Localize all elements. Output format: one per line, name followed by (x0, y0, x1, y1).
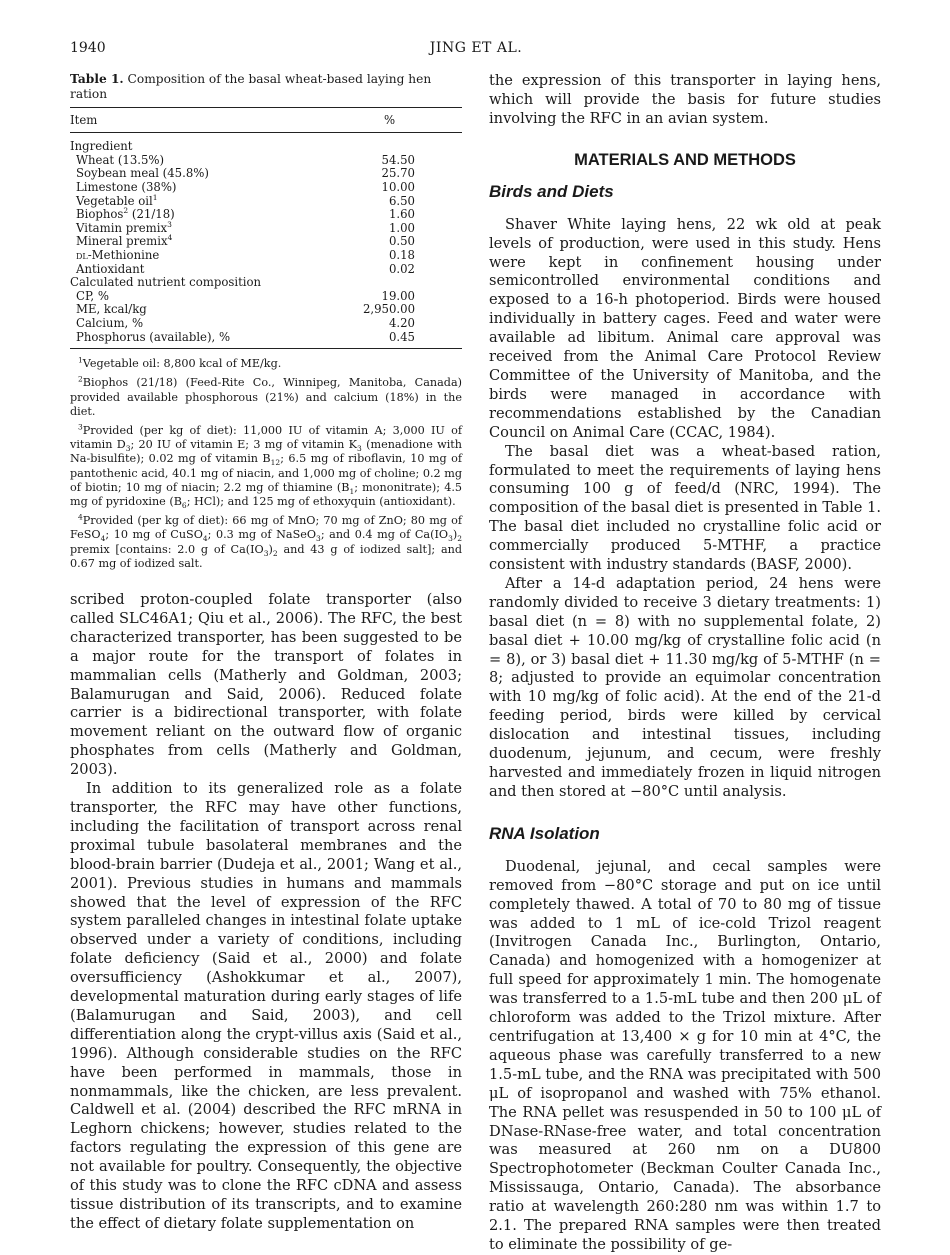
table-row: Mineral premix$^4$ 0.50 (76, 233, 415, 249)
table-header-row (70, 108, 462, 132)
table-row: dl-Methionine 0.18 (76, 247, 415, 262)
subheading-birds-diets: Birds and Diets (489, 181, 614, 201)
table-body (70, 140, 462, 344)
table-row: Wheat (13.5%) 54.50 (76, 152, 415, 167)
left-column (70, 72, 463, 1232)
section-title: MATERIALS AND METHODS (574, 150, 796, 169)
table-col-item: Item (70, 113, 98, 128)
subheading-rna-isolation: RNA Isolation (489, 823, 600, 843)
right-paragraph-4: Duodenal, jejunal, and cecal samples were removed from −80°C storage and put on ice until completely thawed. A total of 70 to 80 mg of tissue was added to 1 mL of ice-cold Trizol reagent (Invitrogen Canada Inc., Burlington, Ontario, Canada) and homogenized with a homogenizer at full speed for approximately 1 min. The homogenate was transferred to a 1.5-mL tube and then 200 μL of chloroform was added to the Trizol mixture. After centrifugation at 13,400 × g for 10 min at 4°C, the aqueous phase was carefully transferred to a new 1.5-mL tube, and the RNA was precipitated with 500 μL of isopropanol and washed with 75% ethanol. The RNA pellet was resuspended in 50 to 100 μL of DNase-RNase-free water, and total concentration was measured at 260 nm on a DU800 Spectrophotometer (Beckman Coulter Canada Inc., Mississauga, Ontario, Canada). The absorbance ratio at wavelength 260:280 nm was within 1.7 to 2.1. The prepared RNA samples were then treated to eliminate the possibility of ge- (489, 857, 881, 1253)
table-row: Calcium, % 4.20 (76, 315, 415, 330)
table-caption-text: Composition of the basal wheat-based laying hen ration (70, 72, 432, 101)
right-paragraph-0: the expression of this transporter in laying hens, which will provide the basis for future studies involving the RFC in an avian system. (489, 72, 881, 127)
left-paragraph-2: In addition to its generalized role as a folate transporter, the RFC may have other functions, including the facilitation of transport across renal proximal tubule basolateral membranes and the blood-brain barrier (Dudeja et al., 2001; Wang et al., 2001). Previous studies in humans and mammals showed that the level of expression of the RFC system paralleled changes in intestinal folate uptake observed under a variety of conditions, including folate deficiency (Said et al., 2000) and folate oversufficiency (Ashokkumar et al., 2007), developmental maturation during early stages of life (Balamurugan and Said, 2003), and cell differentiation along the crypt-villus axis (Said et al., 1996). Although considerable studies on the RFC have been performed in mammals, those in nonmammals, like the chicken, are less prevalent. Caldwell et al. (2004) described the RFC mRNA in Leghorn chickens; however, studies related to the factors regulating the expression of this gene are not available for poultry. Consequently, the objective of this study was to clone the RFC cDNA and assess tissue distribution of its transcripts, and to examine the effect of dietary folate supplementation on (70, 780, 462, 1232)
footnote-1: $^1$Vegetable oil: 8,800 kcal of ME/kg. (78, 355, 282, 371)
page-number: 1940 (70, 40, 106, 56)
table-row: CP, % 19.00 (76, 288, 415, 303)
table-group-calculated: Calculated nutrient composition (70, 275, 262, 290)
footnote-2: $^2$Biophos (21/18) (Feed-Rite Co., Winnipeg, Manitoba, Canada) provided available phosphorous (21%) and calcium (18%) in the diet. (70, 374, 462, 418)
table-row: Soybean meal (45.8%) 25.70 (76, 166, 415, 181)
left-paragraph-1: scribed proton-coupled folate transporter (also called SLC46A1; Qiu et al., 2006). The RFC, the best characterized transporter, has been suggested to be a major route for the transport of folates in mammalian cells (Matherly and Goldman, 2003; Balamurugan and Said, 2006). Reduced folate carrier is a bidirectional transporter, with folate movement reliant on the outward flow of organic phosphates from cells (Matherly and Goldman, 2003). (70, 591, 462, 779)
table-row: Vegetable oil$^1$ 6.50 (76, 192, 415, 208)
table-row: ME, kcal/kg 2,950.00 (76, 302, 415, 317)
footnote-3: $^3$Provided (per kg of diet): 11,000 IU of vitamin A; 3,000 IU of vitamin $D_3$; 20 IU of vitamin E; 3 mg of vitamin $K_3$ (menadione with Na-bisulfite); 0.02 mg of vitamin $B_{12}$; 6.5 mg of riboflavin, 10 mg of pantothenic acid, 40.1 mg of niacin, and 1,000 mg of choline; 0.2 mg of biotin; 10 mg of niacin; 2.2 mg of thiamine ($B_1$; mononitrate); 4.5 mg of pyridoxine ($B_6$; HCl); and 125 mg of ethoxyquin (antioxidant). (70, 422, 463, 511)
page-header (70, 40, 882, 64)
table-row: Vitamin premix$^3$ 1.00 (76, 219, 415, 235)
running-head: JING ET AL. (429, 40, 523, 56)
table-1 (70, 72, 462, 571)
table-row: Limestone (38%) 10.00 (76, 179, 415, 194)
table-row: Biophos$^2$ (21/18) 1.60 (76, 206, 415, 222)
right-paragraph-1: Shaver White laying hens, 22 wk old at peak levels of production, were used in this study. Hens were kept in confinement housing under semicontrolled environmental conditions and exposed to a 16-h photoperiod. Birds were housed individually in battery cages. Feed and water were available ad libitum. Animal care approval was received from the Animal Care Protocol Review Committee of the University of Manitoba, and the birds were managed in accordance with recommendations established by the Canadian Council on Animal Care (CCAC, 1984). (489, 215, 881, 441)
right-paragraph-3: After a 14-d adaptation period, 24 hens were randomly divided to receive 3 dietary treatments: 1) basal diet (n = 8) with no supplemental folate, 2) basal diet + 10.00 mg/kg of crystalline folic acid (n = 8), or 3) basal diet + 11.30 mg/kg of 5-MTHF (n = 8; adjusted to provide an equimolar concentration with 10 mg/kg of folic acid). At the end of the 21-d feeding period, birds were killed by cervical dislocation and intestinal tissues, including duodenum, jejunum, and cecum, were freshly harvested and immediately frozen in liquid nitrogen and then stored at −80°C until analysis. (489, 574, 881, 800)
table-caption-label: Table 1. (70, 72, 124, 86)
right-column (489, 72, 881, 1255)
table-row: Antioxidant 0.02 (76, 261, 415, 276)
table-col-pct: % (384, 113, 396, 128)
table-caption (70, 72, 462, 101)
table-row: Phosphorus (available), % 0.45 (76, 329, 415, 344)
table-group-ingredient: Ingredient (70, 139, 133, 154)
footnote-4: $^4$Provided (per kg of diet): 66 mg of MnO; 70 mg of ZnO; 80 mg of FeSO$_4$; 10 mg of CuSO$_4$; 0.3 mg of NaSeO$_3$; and 0.4 mg of $Ca(IO_3)_2$ premix [contains: 2.0 g of $Ca(IO_3)_2$ and 43 g of iodized salt]; and 0.67 mg of iodized salt. (70, 512, 463, 570)
right-paragraph-2: The basal diet was a wheat-based ration, formulated to meet the requirements of laying hens consuming 100 g of feed/d (NRC, 1994). The composition of the basal diet is presented in Table 1. The basal diet included no crystalline folic acid or commercially produced 5-MTHF, a practice consistent with industry standards (BASF, 2000). (489, 442, 881, 574)
